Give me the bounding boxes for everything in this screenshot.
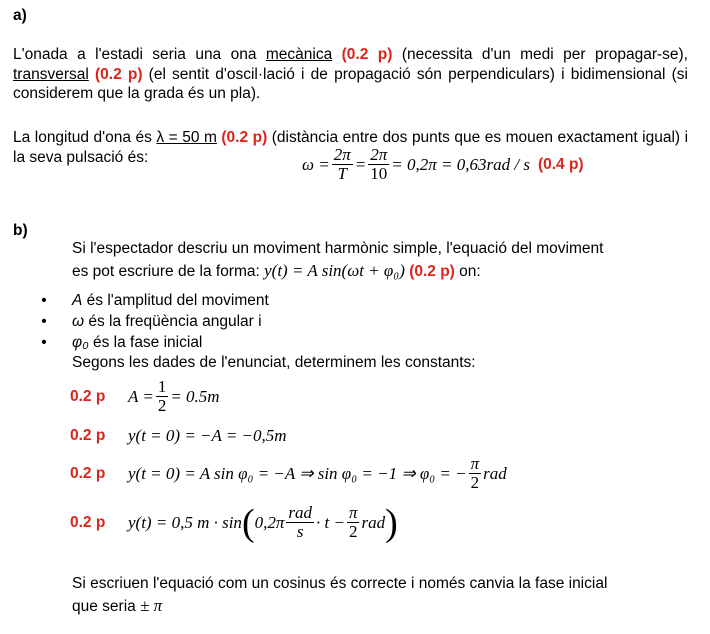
outro-line-1: Si escriuen l'equació com un cosinus és correcte i només canvia la fase inicial xyxy=(72,575,608,592)
term-transversal: transversal xyxy=(13,65,89,83)
fraction-pi-2: $\frac{\pi}{2}$ xyxy=(470,454,480,492)
value-lambda: λ = 50 m xyxy=(156,129,217,146)
score-equation: (0.2 p) xyxy=(409,263,455,280)
constant-row-final-equation: 0.2 p y(t) = 0,5 m · sin ( 0,2π $\frac{\text{rad}}{s}$ · t − $\frac{\pi}{2}$ rad ) xyxy=(70,501,398,544)
score-omega: (0.4 p) xyxy=(537,155,584,173)
constant-row-phase: 0.2 p y(t = 0) = A sin φ₀ = −A ⇒ sin φ₀ = −1 ⇒ φ₀ = − $\frac{\pi}{2}$ rad xyxy=(70,454,507,492)
constant-row-y0: 0.2 p y(t = 0) = −A = −0,5m xyxy=(70,426,287,445)
score-mecanica: (0.2 p) xyxy=(341,46,393,63)
heading-part-b: b) xyxy=(13,222,28,239)
term-mecanica: mecànica xyxy=(265,46,333,63)
outro-line-2: que seria ± π xyxy=(72,596,163,615)
heading-part-a: a) xyxy=(13,7,27,24)
fraction-rad-s: $\frac{\text{rad}}{s}$ xyxy=(288,503,312,541)
bullet-icon: • xyxy=(41,292,47,309)
paragraph-wave-type: L'onada a l'estadi seria una ona mecànica (0.2 p) (necessita d'un medi per propagar-se), transversal (0.2 p) (el sentit d'oscil·lació i de propagació són perpendiculars) i bidimensional (si considerem que la grada és un pla). xyxy=(13,46,688,102)
fraction-2pi-10: $\frac{2\pi}{10}$ xyxy=(370,145,388,183)
score-row-4: 0.2 p xyxy=(70,513,106,531)
fraction-pi-2-final: $\frac{\pi}{2}$ xyxy=(348,503,358,541)
bullet-icon: • xyxy=(41,313,47,330)
fraction-1-2: $\frac{1}{2}$ xyxy=(157,377,167,415)
score-row-2: 0.2 p xyxy=(70,427,106,444)
phase-pm-pi: ± π xyxy=(140,596,163,615)
bullet-omega: ω és la freqüència angular i xyxy=(72,313,262,330)
score-row-3: 0.2 p xyxy=(70,464,106,482)
segons-line: Segons les dades de l'enunciat, determinem les constants: xyxy=(72,354,476,371)
bullet-amplitude: A és l'amplitud del moviment xyxy=(72,292,269,309)
fraction-2pi-T: $\frac{2\pi}{T}$ xyxy=(333,145,351,183)
constant-row-amplitude: 0.2 p A = $\frac{1}{2}$ = 0.5m xyxy=(70,377,220,415)
general-equation: y(t) = A sin(ωt + φ₀) xyxy=(264,261,405,280)
intro-line-1: Si l'espectador descriu un moviment harmònic simple, l'equació del moviment xyxy=(72,240,604,257)
intro-line-2: es pot escriure de la forma: y(t) = A sin(ωt + φ₀) (0.2 p) on: xyxy=(72,261,481,280)
paragraph-wavelength: La longitud d'ona és λ = 50 m (0.2 p) (distància entre dos punts que es mouen exactament igual) i la seva pulsació és: xyxy=(13,129,689,166)
score-row-1: 0.2 p xyxy=(70,387,106,405)
bullet-icon: • xyxy=(41,334,47,351)
bullet-phase: φ₀ és la fase inicial xyxy=(72,334,203,351)
omega-equation: ω = $\frac{2\pi}{T}$ = $\frac{2\pi}{10}$ = 0,2π = 0,63rad / s (0.4 p) xyxy=(302,145,584,183)
score-transversal: (0.2 p) xyxy=(94,65,143,83)
score-lambda: (0.2 p) xyxy=(221,129,268,146)
